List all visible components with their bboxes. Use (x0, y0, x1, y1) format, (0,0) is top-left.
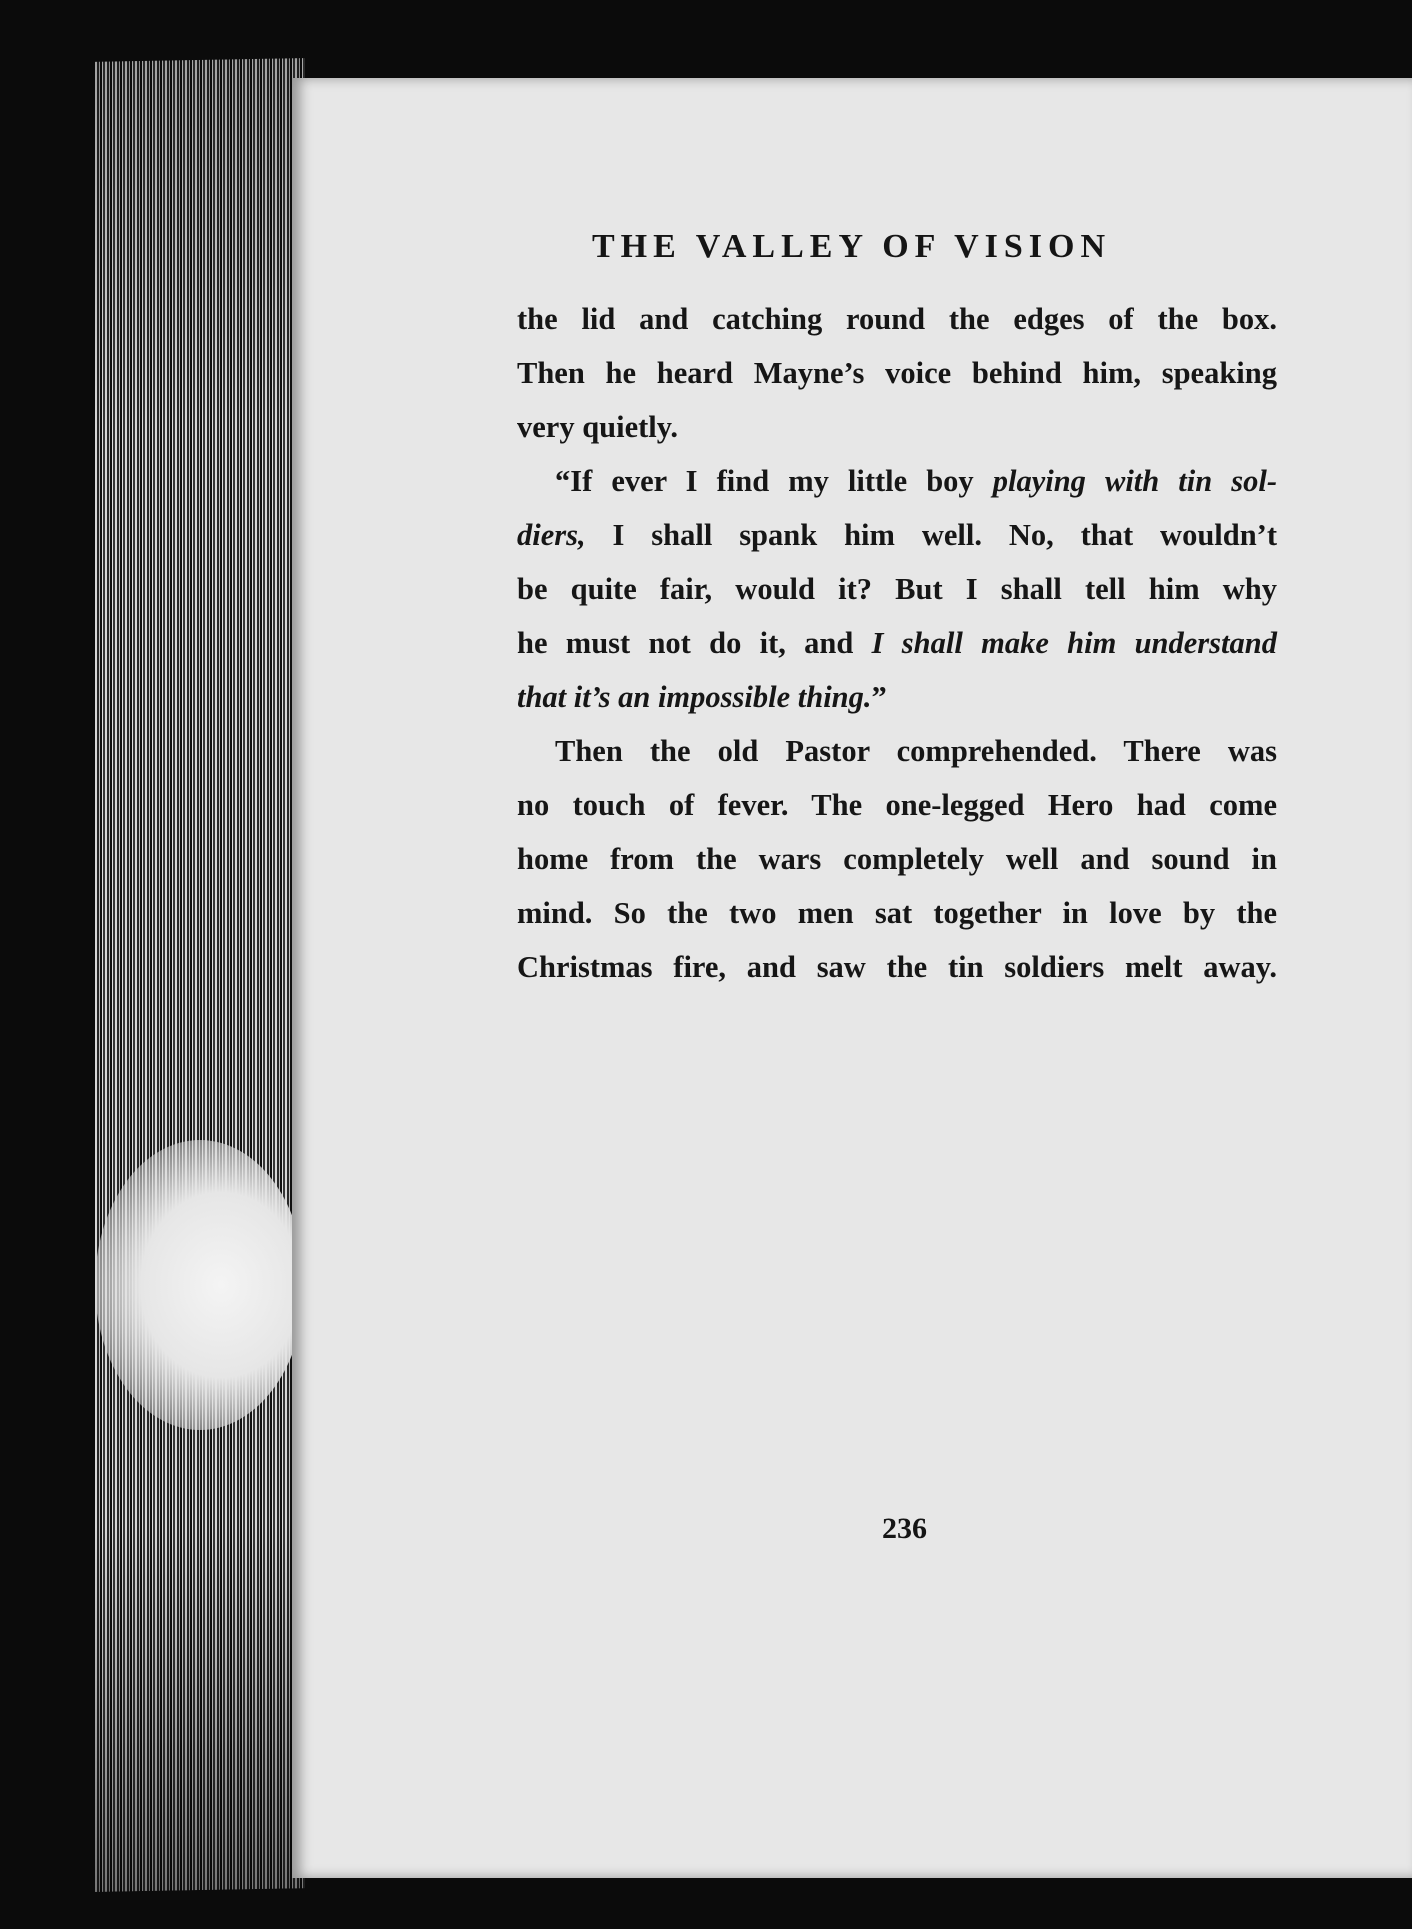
page-stain (95, 1140, 305, 1430)
italic-run: that it’s an impossible thing. (517, 680, 872, 714)
page-edges (95, 58, 305, 1892)
text-line (517, 616, 1277, 670)
running-head: THE VALLEY OF VISION (592, 228, 1112, 265)
text-run: “If ever I find my little boy (555, 464, 993, 498)
text-line: be quite fair, would it? But I shall tell him why (517, 572, 1277, 606)
text-line: no touch of fever. The one-legged Hero had come (517, 788, 1277, 822)
text-line: very quietly. (517, 410, 678, 444)
text-line: the lid and catching round the edges of the box. (517, 302, 1277, 336)
text-run: he must not do it, and (517, 626, 872, 660)
text-line: Then he heard Mayne’s voice behind him, speaking (517, 356, 1277, 390)
text-line: home from the wars completely well and sound in (517, 842, 1277, 876)
italic-run: diers, (517, 518, 586, 552)
text-line: Christmas fire, and saw the tin soldiers melt away. (517, 950, 1277, 984)
italic-run: playing with tin sol- (992, 464, 1277, 498)
italic-run: I shall make him understand (871, 626, 1277, 660)
text-line: Then the old Pastor comprehended. There was (555, 734, 1277, 768)
page-number: 236 (882, 1512, 927, 1545)
text-line (517, 454, 1277, 508)
text-line: mind. So the two men sat together in love by the (517, 896, 1277, 930)
text-run: I shall spank him well. No, that wouldn’t (585, 518, 1277, 552)
text-line (517, 670, 1277, 724)
text-line (517, 508, 1277, 562)
body-text (517, 292, 1277, 994)
text-run: ” (871, 680, 887, 714)
